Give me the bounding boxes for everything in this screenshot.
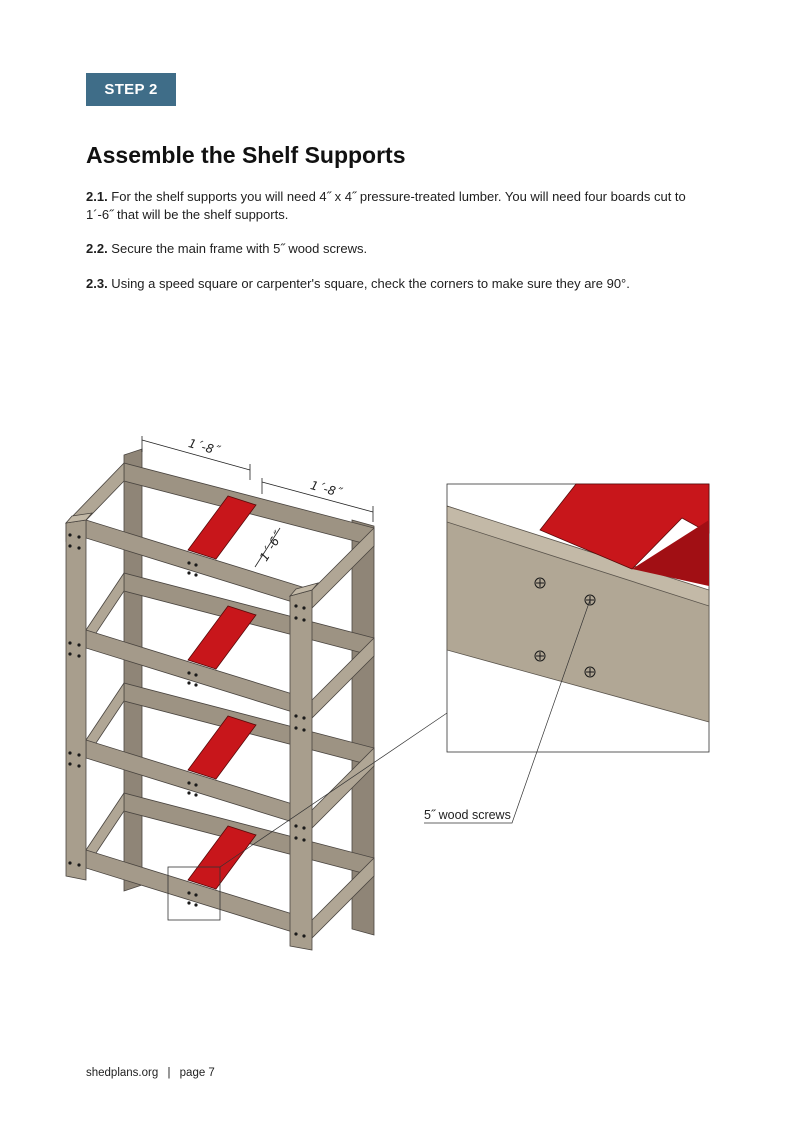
shelf-support-4 [188, 826, 256, 889]
shelf-support-2 [188, 606, 256, 669]
instruction-number: 2.2. [86, 241, 108, 256]
step-badge: STEP 2 [86, 73, 176, 106]
dimension-width-label: 1´-8˝ [186, 436, 222, 458]
back-left-post [124, 449, 142, 891]
screw-callout-label: 5˝ wood screws [424, 808, 511, 822]
instruction-text: Secure the main frame with 5˝ wood screws. [107, 241, 368, 256]
instruction-number: 2.1. [86, 189, 108, 204]
detail-leader-line [220, 713, 447, 867]
front-left-post [66, 520, 86, 880]
shelf-support-1 [188, 496, 256, 559]
instruction-text: Using a speed square or carpenter's square, check the corners to make sure they are 90°. [107, 276, 630, 291]
footer-site: shedplans.org [86, 1067, 159, 1079]
dimension-depth-label: 1´-8˝ [308, 478, 344, 500]
dimension-support-label: 1´-6˝ [256, 529, 286, 564]
footer-separator: | [167, 1067, 171, 1079]
instruction-text: For the shelf supports you will need 4˝ x 4˝ pressure-treated lumber. You will need four boards cut to 1´-6˝ that will be the shelf supports. [86, 189, 686, 222]
page-footer [86, 1067, 215, 1079]
detail-view [447, 484, 709, 752]
front-right-post [290, 590, 312, 950]
shelf-support-3 [188, 716, 256, 779]
instruction-number: 2.3. [86, 276, 108, 291]
footer-page: page 7 [179, 1067, 215, 1079]
page-title: Assemble the Shelf Supports [86, 142, 406, 168]
